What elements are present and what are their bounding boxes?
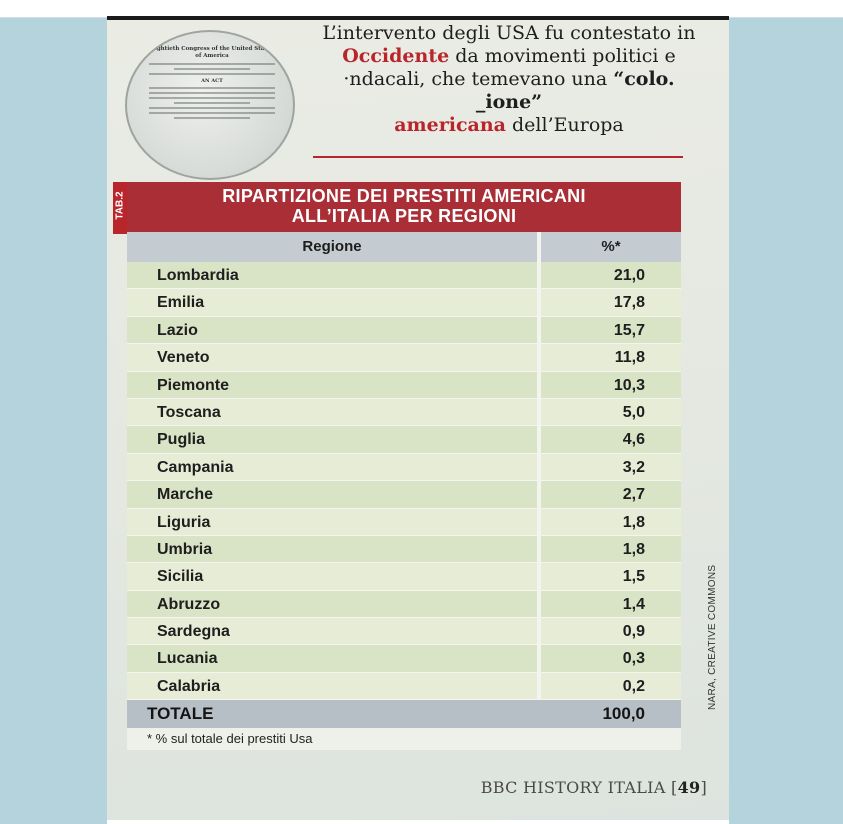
table-row bbox=[127, 344, 681, 371]
page-bracket: [ bbox=[671, 778, 678, 797]
table-row bbox=[127, 262, 681, 289]
column-header-percent: %* bbox=[601, 238, 621, 255]
table-row bbox=[127, 645, 681, 672]
quote-text: L’intervento degli USA fu contestato in bbox=[322, 22, 696, 44]
quote-text: da movimenti politici e bbox=[449, 45, 676, 67]
quote-text: dell’Europa bbox=[505, 114, 624, 136]
quote-text: · bbox=[343, 68, 350, 90]
table-total-row bbox=[127, 700, 681, 728]
region-name: Veneto bbox=[157, 349, 210, 367]
table-tab-label bbox=[113, 182, 127, 234]
quote-highlight: americana bbox=[394, 114, 506, 136]
region-name: Lucania bbox=[157, 650, 218, 668]
region-name: Emilia bbox=[157, 294, 205, 312]
photo-credit: NARA, CREATIVE COMMONS bbox=[707, 564, 718, 710]
region-percent: 0,3 bbox=[622, 650, 645, 668]
table-row bbox=[127, 618, 681, 645]
table-header bbox=[127, 232, 681, 262]
region-percent: 10,3 bbox=[613, 376, 645, 394]
column-divider bbox=[537, 232, 541, 750]
table-row bbox=[127, 372, 681, 399]
page-number: 49 bbox=[677, 778, 701, 797]
table-row bbox=[127, 509, 681, 536]
region-percent: 17,8 bbox=[613, 294, 645, 312]
table-row bbox=[127, 426, 681, 453]
left-margin bbox=[0, 18, 107, 824]
region-percent: 15,7 bbox=[613, 321, 645, 339]
region-name: Umbria bbox=[157, 540, 213, 558]
table-row bbox=[127, 563, 681, 590]
region-name: Sardegna bbox=[157, 623, 230, 641]
table-title-line2: ALL’ITALIA PER REGIONI bbox=[291, 206, 517, 226]
table-footnote bbox=[127, 728, 681, 750]
region-name: Toscana bbox=[157, 403, 221, 421]
region-name: Lazio bbox=[157, 321, 198, 339]
region-percent: 5,0 bbox=[622, 403, 645, 421]
region-percent: 0,2 bbox=[622, 677, 645, 695]
region-name: Sicilia bbox=[157, 568, 204, 586]
quote-rule bbox=[313, 156, 683, 158]
region-name: Abruzzo bbox=[157, 595, 221, 613]
region-percent: 2,7 bbox=[622, 486, 645, 504]
page-bracket: ] bbox=[700, 778, 707, 797]
table-row bbox=[127, 317, 681, 344]
footnote-text: * % sul totale dei prestiti Usa bbox=[147, 731, 313, 746]
total-label: TOTALE bbox=[147, 704, 214, 723]
page-footer bbox=[481, 778, 707, 797]
magazine-page-photo bbox=[107, 20, 729, 820]
seal-act-label: AN ACT bbox=[201, 78, 223, 84]
region-percent: 1,4 bbox=[622, 595, 645, 613]
quote-text: ndacali, che temevano una bbox=[349, 68, 614, 90]
region-name: Lombardia bbox=[157, 267, 239, 284]
table-title bbox=[127, 182, 681, 232]
table-row bbox=[127, 289, 681, 316]
table-row bbox=[127, 399, 681, 426]
region-name: Calabria bbox=[157, 677, 221, 695]
tab-label-text: TAB.2 bbox=[114, 191, 126, 220]
right-margin bbox=[729, 18, 843, 824]
total-value: 100,0 bbox=[602, 704, 645, 723]
table-row bbox=[127, 591, 681, 618]
region-percent: 4,6 bbox=[622, 431, 645, 449]
magazine-name: BBC HISTORY ITALIA bbox=[480, 778, 666, 797]
table-title-line1: RIPARTIZIONE DEI PRESTITI AMERICANI bbox=[222, 186, 586, 206]
region-name: Liguria bbox=[157, 513, 211, 531]
region-name: Piemonte bbox=[157, 376, 230, 394]
region-name: Puglia bbox=[157, 431, 206, 449]
pull-quote bbox=[309, 22, 709, 137]
region-percent: 3,2 bbox=[622, 458, 645, 476]
quote-highlight: _ione” bbox=[475, 91, 543, 113]
table-row bbox=[127, 481, 681, 508]
column-header-region: Regione bbox=[302, 238, 362, 255]
table-row bbox=[127, 536, 681, 563]
region-name: Marche bbox=[157, 486, 214, 504]
region-percent: 21,0 bbox=[613, 267, 645, 284]
table-body bbox=[127, 262, 681, 700]
region-percent: 1,8 bbox=[622, 540, 645, 558]
quote-highlight: “colo. bbox=[613, 68, 675, 90]
seal-title: Eightieth Congress of the United States of America bbox=[150, 46, 274, 59]
region-percent: 1,8 bbox=[622, 513, 645, 531]
quote-highlight: Occidente bbox=[342, 45, 450, 67]
region-name: Campania bbox=[157, 458, 234, 476]
region-percent: 11,8 bbox=[614, 349, 645, 367]
region-percent: 1,5 bbox=[622, 568, 645, 586]
region-percent: 0,9 bbox=[622, 623, 645, 641]
table-row bbox=[127, 673, 681, 700]
historic-document-seal bbox=[125, 30, 295, 180]
table-row bbox=[127, 454, 681, 481]
